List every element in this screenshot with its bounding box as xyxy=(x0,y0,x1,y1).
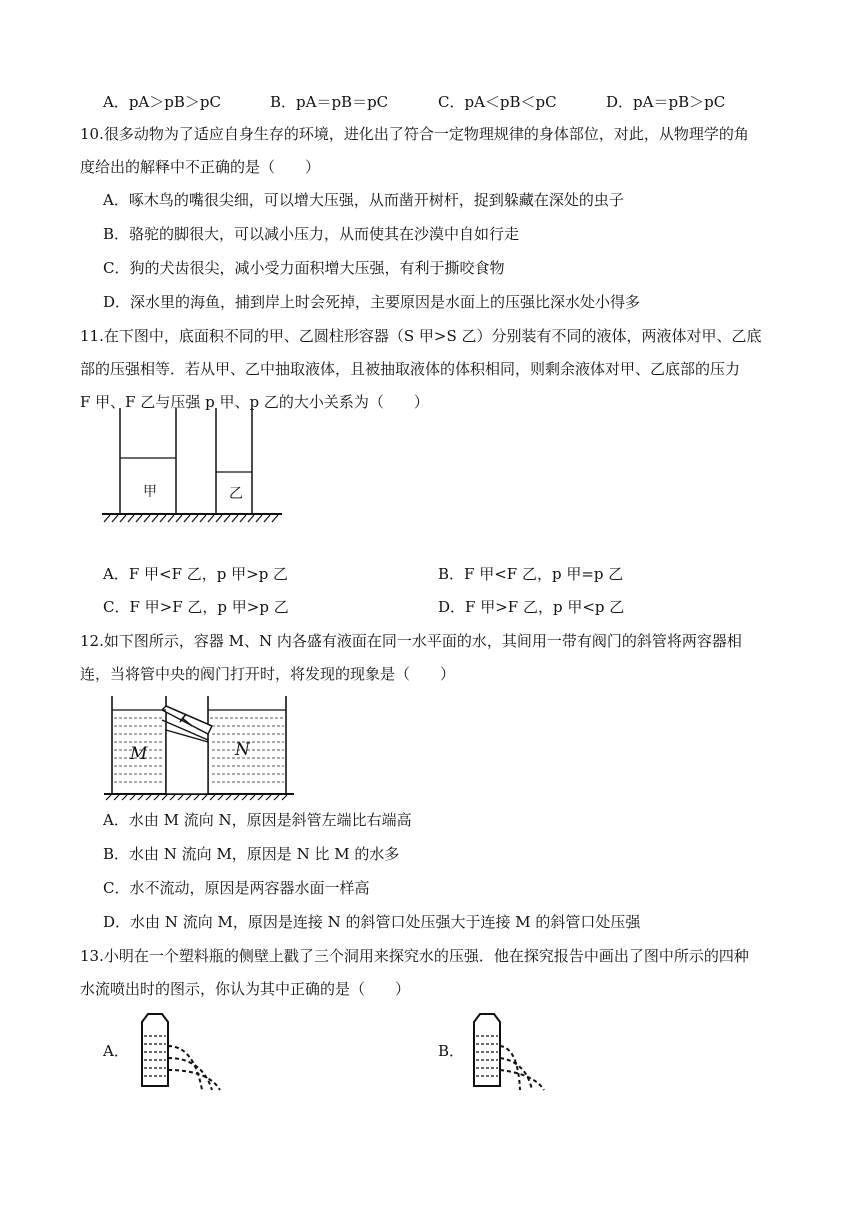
q12-label-m: M xyxy=(130,744,148,764)
q13-option-a-label: A． xyxy=(103,1042,129,1060)
q13-option-a-bottle-figure xyxy=(132,1010,224,1092)
q11-option-a: A．F 甲<F 乙，p 甲>p 乙 xyxy=(103,565,289,583)
q12-label-n: N xyxy=(235,740,250,760)
q10-option-d: D．深水里的海鱼，捕到岸上时会死掉，主要原因是水面上的压强比深水处小得多 xyxy=(103,293,641,311)
q13-stem-line2: 水流喷出时的图示，你认为其中正确的是（ ） xyxy=(80,980,411,998)
q13-option-b-label: B． xyxy=(438,1042,465,1060)
q12-option-d: D．水由 N 流向 M，原因是连接 N 的斜管口处压强大于连接 M 的斜管口处压强 xyxy=(103,913,641,931)
q13-stem-line1: 13.小明在一个塑料瓶的侧壁上戳了三个洞用来探究水的压强．他在探究报告中画出了图中所示的四种 xyxy=(80,947,749,965)
q12-option-b: B．水由 N 流向 M，原因是 N 比 M 的水多 xyxy=(103,845,400,863)
q11-containers-figure xyxy=(96,404,286,526)
q11-label-yi: 乙 xyxy=(229,486,243,502)
q10-stem-line1: 10.很多动物为了适应自身生存的环境，进化出了符合一定物理规律的身体部位，对此，从物理学的角 xyxy=(80,125,749,143)
q10-option-c: C．狗的犬齿很尖，减小受力面积增大压强，有利于撕咬食物 xyxy=(103,259,505,277)
q11-option-d: D．F 甲>F 乙，p 甲<p 乙 xyxy=(438,598,625,616)
q11-label-jia: 甲 xyxy=(143,484,157,500)
q12-option-c: C．水不流动，原因是两容器水面一样高 xyxy=(103,879,370,897)
q9-option-a: A．pA＞pB＞pC xyxy=(103,93,221,111)
q11-option-c: C．F 甲>F 乙，p 甲>p 乙 xyxy=(103,598,289,616)
q11-stem-line3: F 甲、F 乙与压强 p 甲、p 乙的大小关系为（ ） xyxy=(80,393,429,411)
q10-option-a: A．啄木鸟的嘴很尖细，可以增大压强，从而凿开树杆，捉到躲藏在深处的虫子 xyxy=(103,191,624,209)
q12-stem-line2: 连，当将管中央的阀门打开时，将发现的现象是（ ） xyxy=(80,665,456,683)
q9-option-d: D．pA＝pB＞pC xyxy=(606,93,726,111)
q9-option-c: C．pA＜pB＜pC xyxy=(438,93,557,111)
q12-stem-line1: 12.如下图所示，容器 M、N 内各盛有液面在同一水平面的水，其间用一带有阀门的斜管将两容器相 xyxy=(80,632,742,650)
q13-option-b-bottle-figure xyxy=(464,1010,554,1092)
q9-option-b: B．pA＝pB＝pC xyxy=(270,93,389,111)
q10-stem-line2: 度给出的解释中不正确的是（ ） xyxy=(80,158,321,176)
q11-stem-line2: 部的压强相等．若从甲、乙中抽取液体，且被抽取液体的体积相同，则剩余液体对甲、乙底部的压力 xyxy=(80,360,741,378)
q12-option-a: A．水由 M 流向 N，原因是斜管左端比右端高 xyxy=(103,811,412,829)
q11-stem-line1: 11.在下图中，底面积不同的甲、乙圆柱形容器（S 甲>S 乙）分别装有不同的液体，两液体对甲、乙底 xyxy=(80,327,762,345)
q10-option-b: B．骆驼的脚很大，可以减小压力，从而使其在沙漠中自如行走 xyxy=(103,225,520,243)
q11-option-b: B．F 甲<F 乙，p 甲=p 乙 xyxy=(438,565,624,583)
